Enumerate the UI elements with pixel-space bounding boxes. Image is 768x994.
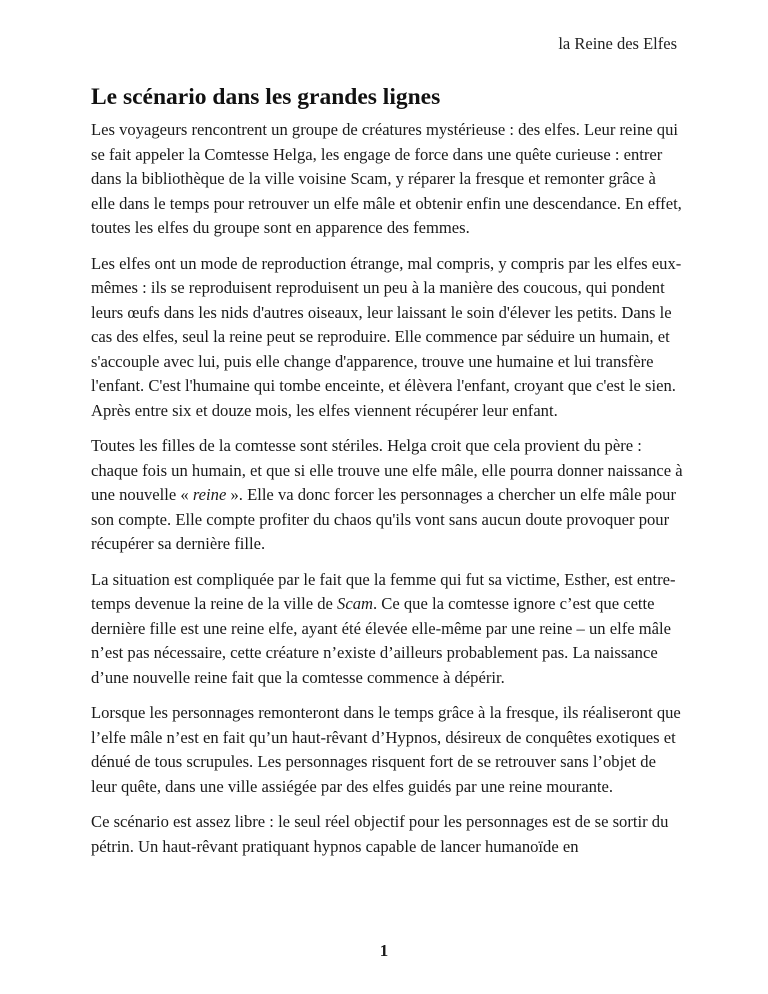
running-header: la Reine des Elfes [558,34,677,53]
paragraph-fresco: Lorsque les personnages remonteront dans le temps grâce à la fresque, ils réaliseront que l’elfe mâle n’est en fait qu’un haut-rêvant d’Hypnos, désireux de conquêtes exotiques et dénué de tous scrupules. Les personnages risquent fort de se retrouver sans l’objet de leur quête, dans une ville assiégée par des elfes guidés par une reine mourante. [91,703,681,796]
paragraph-sterile-daughters [91,434,683,557]
emphasis-text: reine [192,485,227,504]
paragraph-freedom: Ce scénario est assez libre : le seul réel objectif pour les personnages est de se sortir du pétrin. Un haut-rêvant pratiquant hypnos capable de lancer humanoïde en [91,812,669,856]
page-number: 1 [379,941,389,960]
paragraph-text: . Ce que la comtesse ignore c’est que cette dernière fille est une reine elfe, ayant été élevée elle-même par une reine – un elfe mâle n’est pas nécessaire, cette créature n’existe d’ailleurs probablement pas. La naissance d’une nouvelle reine fait que la comtesse commence à dépérir. [91,594,671,687]
section-title: Le scénario dans les grandes lignes [91,84,441,110]
paragraph-text: ». Elle va donc forcer les personnages a chercher un elfe mâle pour son compte. Elle compte profiter du chaos qu'ils vont sans aucun doute provoquer pour récupérer sa dernière fille. [91,485,676,553]
paragraph-text: Toutes les filles de la comtesse sont stériles. Helga croit que cela provient du père : chaque fois un humain, et que si elle trouve une elfe mâle, elle pourra donner naissance à une nouvelle « [91,436,683,504]
page-content [91,82,683,870]
paragraph-text: La situation est compliquée par le fait que la femme qui fut sa victime, Esther, est entre-temps devenue la reine de la ville de [91,569,676,613]
paragraph-esther [91,568,683,691]
emphasis-text: Scam [337,594,373,613]
paragraph-intro: Les voyageurs rencontrent un groupe de créatures mystérieuse : des elfes. Leur reine qui se fait appeler la Comtesse Helga, les engage de force dans une quête curieuse : entrer dans la bibliothèque de la ville voisine Scam, y réparer la fresque et remonter grâce à elle dans le temps pour retrouver un elfe mâle et obtenir enfin une descendance. En effet, toutes les elfes du groupe sont en apparence des femmes. [91,120,682,237]
paragraph-reproduction: Les elfes ont un mode de reproduction étrange, mal compris, y compris par les elfes eux-mêmes : ils se reproduisent reproduisent un peu à la manière des coucous, qui pondent leurs œufs dans les nids d'autres oiseaux, leur laissant le soin d'élever les petits. Dans le cas des elfes, seul la reine peut se reproduire. Elle commence par séduire un humain, et s'accouple avec lui, puis elle change d'apparence, trouve une humaine et lui transfère l'enfant. C'est l'humaine qui tombe enceinte, et élèvera l'enfant, croyant que c'est le sien. Après entre six et douze mois, les elfes viennent récupérer leur enfant. [91,253,682,420]
